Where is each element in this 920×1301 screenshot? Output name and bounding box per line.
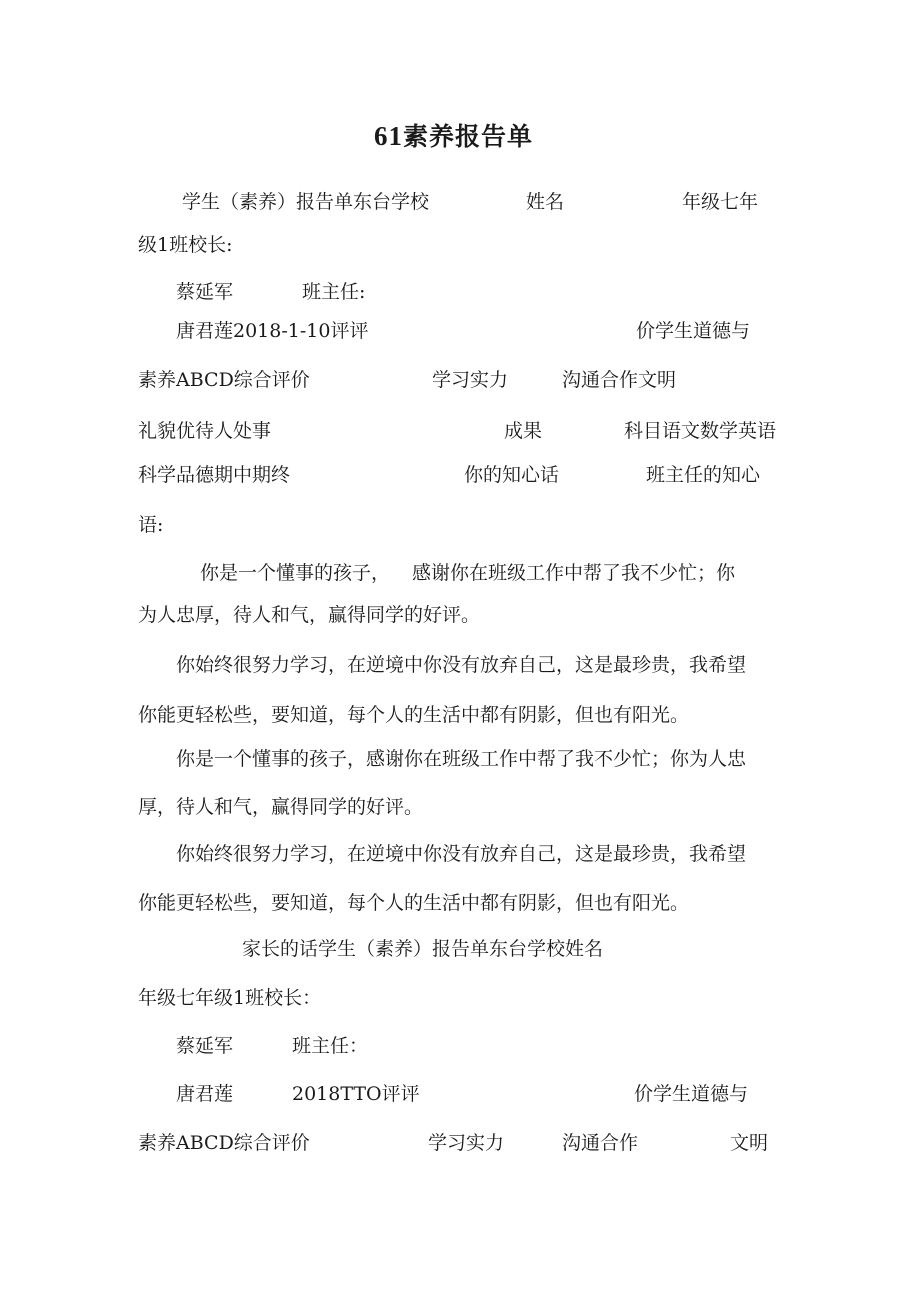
comment-4a: 你始终很努力学习，在逆境中你没有放弃自己，这是最珍贵，我希望 (176, 843, 747, 865)
line-abcd: 素养ABCD综合评价 (138, 369, 310, 391)
title-number: 61 (374, 121, 403, 151)
title-text: 素养报告单 (403, 122, 534, 151)
parent-words-line: 家长的话学生（素养）报告单东台学校姓名 (242, 938, 604, 960)
line-words-end: 语: (138, 514, 164, 536)
line-grade: 年级七年 (682, 191, 759, 213)
comment-1b: 感谢你在班级工作中帮了我不少忙；你 (412, 562, 736, 584)
line-name-label: 姓名 (526, 191, 565, 213)
civility-2: 文明 (730, 1132, 769, 1154)
grade-class-line: 年级七年级1班校长： (138, 987, 322, 1009)
comment-1a: 你是一个懂事的孩子， (200, 562, 391, 584)
comment-2a: 你始终很努力学习，在逆境中你没有放弃自己，这是最珍贵，我希望 (176, 654, 747, 676)
line-school: 学生（素养）报告单东台学校 (182, 191, 430, 213)
abcd-2: 素养ABCD综合评价 (138, 1132, 310, 1154)
comment-2b: 你能更轻松些，要知道，每个人的生活中都有阴影，但也有阳光。 (138, 704, 690, 726)
comment-1c: 为人忠厚，待人和气，赢得同学的好评。 (138, 604, 481, 626)
learning-2: 学习实力 (428, 1132, 505, 1154)
evaluation-morals-2: 价学生道德与 (634, 1083, 749, 1105)
line-exams: 科学品德期中期终 (138, 464, 291, 486)
line-evaluation-morals: 价学生道德与 (636, 320, 751, 342)
line-heart-words: 你的知心话 (464, 464, 560, 486)
line-cooperation: 沟通合作文明 (562, 369, 677, 391)
cooperation-2: 沟通合作 (562, 1132, 639, 1154)
line-subjects: 科目语文数学英语 (624, 420, 777, 442)
date-evaluation-2: 2018TTO评评 (292, 1083, 420, 1105)
line-results: 成果 (504, 420, 543, 442)
page-title (374, 121, 534, 151)
line-class-principal: 级1班校长: (138, 234, 233, 256)
principal-name-2: 蔡延军 (176, 1035, 234, 1057)
line-teacher-date: 唐君莲2018-1-10评评 (176, 320, 369, 342)
comment-3b: 厚，待人和气，赢得同学的好评。 (138, 796, 424, 818)
comment-4b: 你能更轻松些，要知道，每个人的生活中都有阴影，但也有阳光。 (138, 892, 690, 914)
teacher-name-2: 唐君莲 (176, 1083, 234, 1105)
head-teacher-label-2: 班主任： (292, 1035, 369, 1057)
line-courtesy: 礼貌优待人处事 (138, 420, 272, 442)
line-principal-name: 蔡延军 (176, 281, 234, 303)
line-head-teacher-label: 班主任: (302, 281, 366, 303)
line-teacher-words: 班主任的知心 (646, 464, 761, 486)
comment-3a: 你是一个懂事的孩子，感谢你在班级工作中帮了我不少忙；你为人忠 (176, 748, 747, 770)
line-learning: 学习实力 (432, 369, 509, 391)
